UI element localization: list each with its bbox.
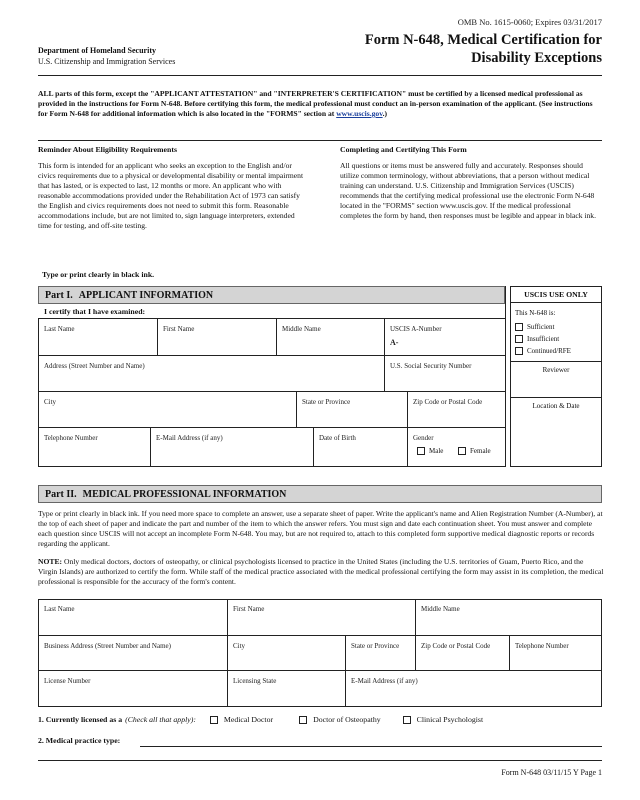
note-body: Only medical doctors, doctors of osteopathy, or clinical psychologists licensed to practice in the United States (including the U.S. territories of Guam, Puerto Rico, and the Virgin Islands) are authorized to certify the form. While staff of the medical practice associated with the medical professional certifying the form may assist in its completion, the medical professional is responsible for the accuracy of the form's content.	[38, 557, 604, 586]
grid-line	[313, 427, 314, 466]
checkbox-icon	[515, 347, 523, 355]
grid-line	[38, 319, 39, 467]
form-footer: Form N-648 03/11/15 Y Page 1	[501, 768, 602, 777]
part2-note	[38, 557, 604, 587]
uscis-divider	[511, 397, 601, 398]
q1-option-label: Clinical Psychologist	[416, 715, 484, 724]
intro-end: .)	[382, 109, 388, 118]
clinical-psychologist-checkbox[interactable]	[403, 715, 484, 724]
reminder-section	[38, 145, 308, 231]
uscis-option-label: Sufficient	[527, 323, 555, 331]
grid-line	[509, 635, 510, 670]
mp-first-name-field[interactable]: First Name	[233, 605, 265, 613]
intro-paragraph	[38, 89, 602, 119]
type-print-instruction: Type or print clearly in black ink.	[42, 270, 155, 279]
completing-body: All questions or items must be answered fully and accurately. Responses should utilize common terminology, without abbreviations, that a person without medical training can understand. U.S. Citizenship and Immigration Services (USCIS) recommends that the certifying medical professional use the electronic Form N-648 located in the "FORMS" section www.uscis.gov. If the medical professional completes the form by hand, then responses must be legible and appear in black ink.	[340, 161, 597, 220]
grid-line	[157, 319, 158, 355]
part1-number: Part I.	[45, 289, 73, 301]
uscis-link[interactable]: www.uscis.gov	[336, 109, 383, 118]
uscis-option-label: Insufficient	[527, 335, 560, 343]
applicant-middle-name-field[interactable]: Middle Name	[282, 325, 321, 333]
grid-line	[505, 286, 506, 467]
grid-line	[384, 319, 385, 391]
part2-title: MEDICAL PROFESSIONAL INFORMATION	[82, 488, 287, 500]
part2-number: Part II.	[45, 488, 77, 500]
mp-license-number-field[interactable]: License Number	[44, 677, 91, 685]
grid-line	[415, 599, 416, 635]
mp-phone-field[interactable]: Telephone Number	[515, 642, 569, 650]
medical-professional-grid	[38, 599, 602, 707]
footer-rule	[38, 760, 602, 761]
applicant-zip-field[interactable]: Zip Code or Postal Code	[413, 398, 483, 406]
mp-city-field[interactable]: City	[233, 642, 246, 650]
header-rule	[38, 75, 602, 76]
completing-section	[340, 145, 602, 221]
checkbox-icon	[515, 323, 523, 331]
medical-doctor-checkbox[interactable]	[210, 715, 273, 724]
completing-heading: Completing and Certifying This Form	[340, 145, 467, 154]
a-number-prefix: A-	[390, 338, 399, 347]
part2-header	[38, 485, 602, 503]
doctor-of-osteopathy-checkbox[interactable]	[299, 715, 381, 724]
uscis-continued-checkbox[interactable]	[515, 347, 571, 355]
grid-line	[415, 635, 416, 670]
location-date-label: Location & Date	[532, 402, 580, 410]
q1-hint: (Check all that apply):	[125, 715, 196, 724]
mp-last-name-field[interactable]: Last Name	[44, 605, 75, 613]
checkbox-icon	[458, 447, 466, 455]
grid-line	[345, 635, 346, 707]
uscis-divider	[511, 361, 601, 362]
grid-line	[150, 427, 151, 466]
question-1	[38, 715, 483, 724]
applicant-email-field[interactable]: E-Mail Address (if any)	[156, 434, 223, 442]
department-name: Department of Homeland Security	[38, 46, 156, 55]
female-label: Female	[470, 447, 491, 455]
q1-option-label: Medical Doctor	[223, 715, 274, 724]
grid-line	[38, 427, 505, 428]
grid-line	[38, 355, 505, 356]
note-label: NOTE:	[38, 557, 63, 566]
applicant-state-field[interactable]: State or Province	[302, 398, 351, 406]
applicant-city-field[interactable]: City	[44, 398, 57, 406]
applicant-ssn-field[interactable]: U.S. Social Security Number	[390, 362, 472, 370]
applicant-first-name-field[interactable]: First Name	[163, 325, 195, 333]
q2-label: 2. Medical practice type:	[38, 736, 121, 745]
mp-email-field[interactable]: E-Mail Address (if any)	[351, 677, 418, 685]
part1-title: APPLICANT INFORMATION	[78, 289, 214, 301]
gender-female-checkbox[interactable]	[458, 447, 491, 455]
uscis-option-label: Continued/RFE	[527, 347, 571, 355]
checkbox-icon	[417, 447, 425, 455]
omb-number: OMB No. 1615-0060; Expires 03/31/2017	[457, 17, 602, 27]
applicant-a-number-field[interactable]: USCIS A-Number	[390, 325, 442, 333]
gender-label: Gender	[413, 434, 434, 442]
intro-text: ALL parts of this form, except the "APPLICANT ATTESTATION" and "INTERPRETER'S CERTIFICATION" must be certified by a licensed medical professional as provided in the instructions for Form N-648. Before certifying this form, the medical professional must conduct an in-person examination of the applicant. (See instructions for Form N-648 for additional information which is also located in the "FORMS" section at	[38, 89, 593, 118]
uscis-use-only-box	[510, 286, 602, 467]
mp-licensing-state-field[interactable]: Licensing State	[233, 677, 277, 685]
mp-state-field[interactable]: State or Province	[351, 642, 400, 650]
gender-male-checkbox[interactable]	[417, 447, 443, 455]
uscis-n648-is-label: This N-648 is:	[515, 309, 556, 317]
q1-label: 1. Currently licensed as a	[38, 715, 123, 724]
grid-line	[38, 635, 602, 636]
checkbox-icon	[210, 716, 218, 724]
part1-header	[38, 286, 505, 304]
applicant-address-field[interactable]: Address (Street Number and Name)	[44, 362, 145, 370]
applicant-dob-field[interactable]: Date of Birth	[319, 434, 356, 442]
uscis-insufficient-checkbox[interactable]	[515, 335, 559, 343]
department-block	[38, 45, 175, 67]
part2-instructions: Type or print clearly in black ink. If you need more space to complete an answer, use a separate sheet of paper. Write the applicant's name and Alien Registration Number (A-Number), at the top of each sheet of paper and indicate the part and number of the item to which the answer refers. You must sign and date each continuation sheet. You must answer and complete each question since USCIS will not accept an incomplete Form N-648. You may, but are not required to, attach to this completed form supportive medical diagnostic reports or records regarding the applicant.	[38, 509, 603, 548]
mp-middle-name-field[interactable]: Middle Name	[421, 605, 460, 613]
q1-option-label: Doctor of Osteopathy	[313, 715, 381, 724]
question-2	[38, 736, 123, 745]
grid-line	[227, 599, 228, 707]
applicant-last-name-field[interactable]: Last Name	[44, 325, 75, 333]
male-label: Male	[429, 447, 444, 455]
grid-line	[38, 466, 505, 467]
intro-rule	[38, 140, 602, 141]
uscis-use-only-heading: USCIS USE ONLY	[511, 287, 601, 303]
certify-label: I certify that I have examined:	[38, 304, 505, 319]
grid-line	[38, 670, 602, 671]
form-title-line1: Form N-648, Medical Certification for	[364, 32, 602, 48]
mp-zip-field[interactable]: Zip Code or Postal Code	[421, 642, 491, 650]
checkbox-icon	[299, 716, 307, 724]
form-title-line2: Disability Exceptions	[471, 50, 602, 66]
checkbox-icon	[403, 716, 411, 724]
medical-practice-type-input[interactable]	[140, 746, 602, 747]
mp-business-address-field[interactable]: Business Address (Street Number and Name)	[44, 642, 171, 650]
grid-line	[296, 391, 297, 427]
uscis-sufficient-checkbox[interactable]	[515, 323, 554, 331]
grid-line	[276, 319, 277, 355]
reminder-body: This form is intended for an applicant who seeks an exception to the English and/or civics requirements due to a physical or developmental disability or mental impairment that has lasted, or is expected to last, 12 months or more. An applicant who with reasonable accommodations provided under the Rehabilitation Act of 1973 can satisfy the English and civics requirements does not need to submit this form. Reasonable accommodations include, but are not limited to, sign language interpreters, extended time for testing, and off-site testing.	[38, 161, 304, 230]
reminder-heading: Reminder About Eligibility Requirements	[38, 145, 177, 154]
form-title	[365, 31, 602, 67]
agency-name: U.S. Citizenship and Immigration Services	[38, 57, 176, 66]
checkbox-icon	[515, 335, 523, 343]
applicant-phone-field[interactable]: Telephone Number	[44, 434, 98, 442]
grid-line	[38, 391, 505, 392]
grid-line	[407, 391, 408, 466]
reviewer-label: Reviewer	[542, 366, 570, 374]
